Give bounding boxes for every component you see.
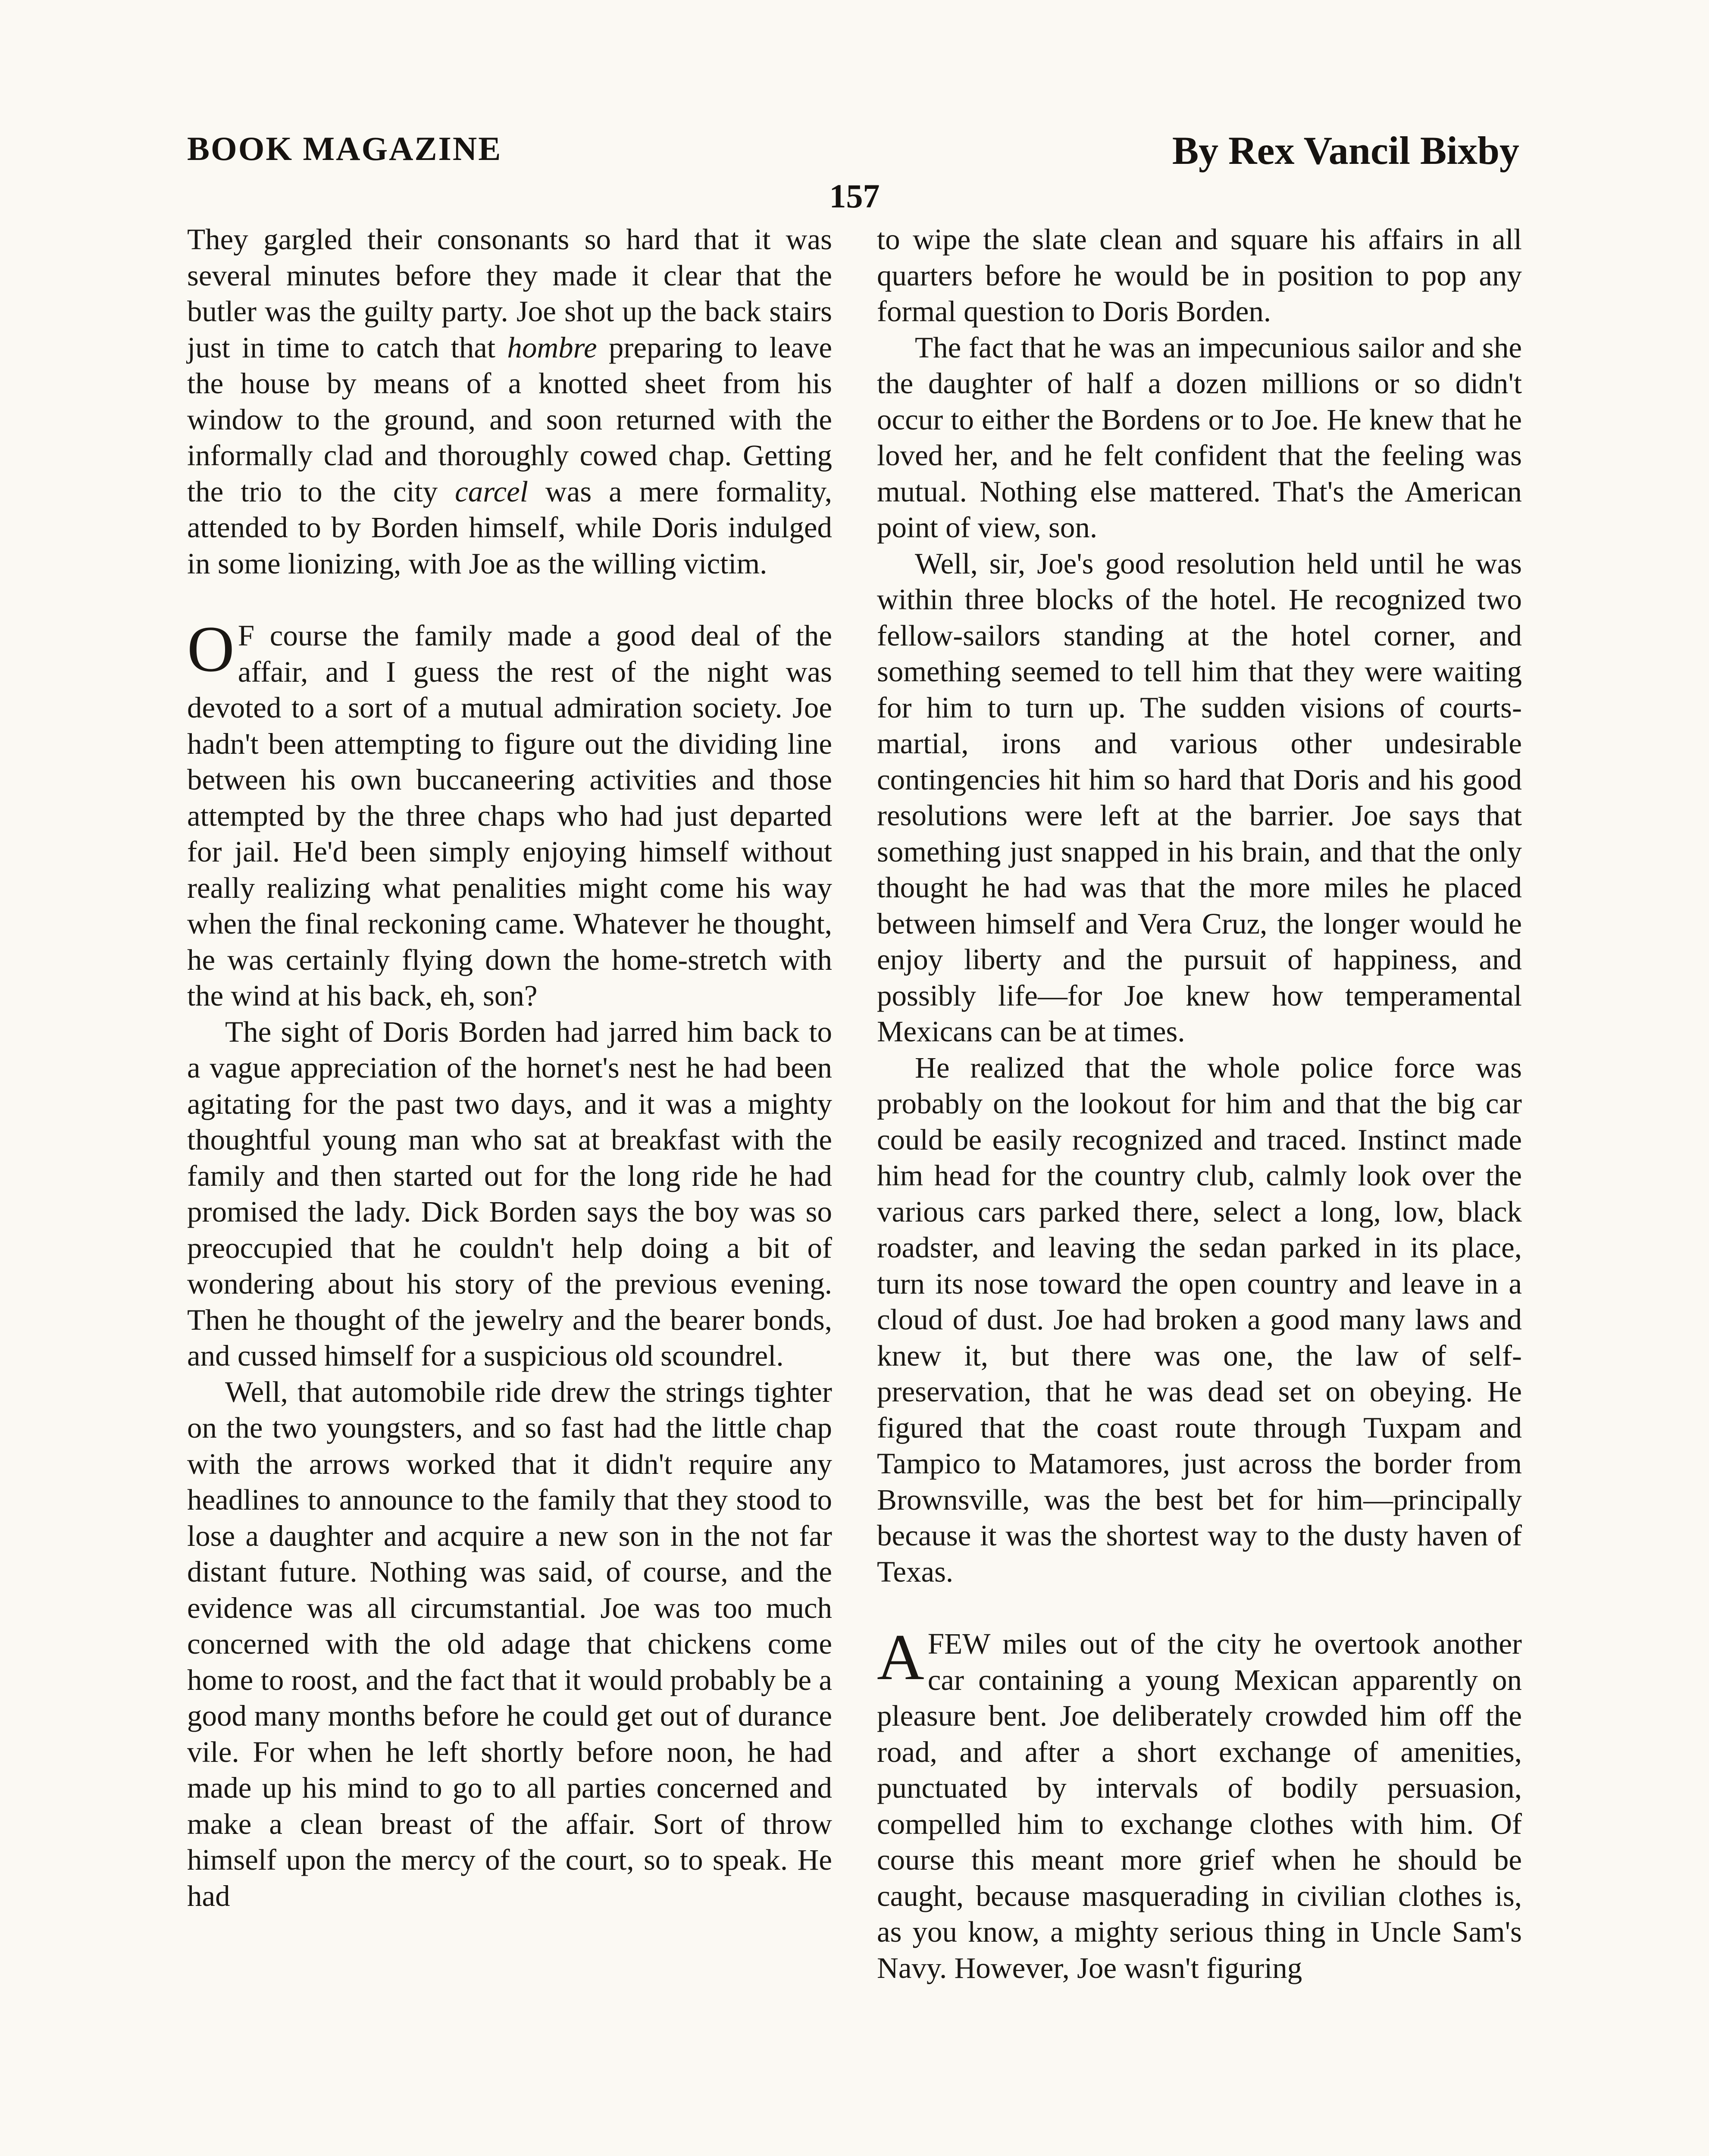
italic-word: hombre	[507, 331, 597, 364]
paragraph: Well, that automobile ride drew the strings tighter on the two youngsters, and so fast had the little chap with the arrows worked that it didn't require any headlines to announce to the family that they stood to lose a daughter and acquire a new son in the not far distant future. Nothing was said, of course, and the evidence was all circumstantial. Joe was too much concerned with the old adage that chickens come home to roost, and the fact that it would probably be a good many months before he could get out of durance vile. For when he left shortly before noon, he had made up his mind to go to all parties concerned and make a clean breast of the affair. Sort of throw himself upon the mercy of the court, so to speak. He had	[187, 1375, 832, 1912]
text-run: F course the family made a good deal of the affair, and I guess the rest of the night was devoted to a sort of a mutual admiration society. Joe hadn't been attempting to figure out the dividing line between his own buccaneering activities and those attempted by the three chaps who had just departed for jail. He'd been simply enjoying himself without really realizing what penalities might come his way when the final reckoning came. Whatever he thought, he was certainly flying down the home-stretch with the wind at his back, eh, son?	[187, 619, 832, 1012]
paragraph: He realized that the whole police force was probably on the lookout for him and that the big car could be easily recognized and traced. Instinct made him head for the country club, calmly look over the various cars parked there, select a long, low, black roadster, and leaving the sedan parked in its place, turn its nose toward the open country and leave in a cloud of dust. Joe had broken a good many laws and knew it, but there was one, the law of self-preservation, that he was dead set on obeying. He figured that the coast route through Tuxpam and Tampico to Matamores, just across the border from Brownsville, was the best bet for him—principally because it was the shortest way to the dusty haven of Texas.	[877, 1051, 1522, 1588]
author-byline: By Rex Vancil Bixby	[1172, 128, 1519, 172]
paragraph: The sight of Doris Borden had jarred him back to a vague appreciation of the hornet's nest he had been agitating for the past two days, and it was a mighty thoughtful young man who sat at breakfast with the family and then started out for the long ride he had promised the lady. Dick Borden says the boy was so preoccupied that he couldn't help doing a bit of wondering about his story of the previous evening. Then he thought of the jewelry and the bearer bonds, and cussed himself for a suspicious old scoundrel.	[187, 1015, 832, 1372]
section-paragraph	[877, 1621, 1522, 1986]
right-column	[877, 222, 1522, 1986]
text-run: preparing to leave the house by means of a knotted sheet from his window to the ground, and soon returned with the informally clad and thoroughly cowed chap. Getting the trio to the city	[187, 331, 833, 508]
drop-cap: O	[187, 613, 235, 685]
page-number: 157	[829, 177, 880, 215]
magazine-title: BOOK MAGAZINE	[187, 130, 502, 167]
italic-word: carcel	[455, 475, 528, 508]
paragraph: The fact that he was an impecunious sailor and she the daughter of half a dozen millions or so didn't occur to either the Bordens or to Joe. He knew that he loved her, and he felt confident that the feeling was mutual. Nothing else mattered. That's the American point of view, son.	[877, 331, 1522, 544]
paragraph: to wipe the slate clean and square his affairs in all quarters before he would be in position to pop any formal question to Doris Borden.	[877, 223, 1522, 328]
text-run: FEW miles out of the city he overtook another car containing a young Mexican apparently on pleasure bent. Joe deliberately crowded him off the road, and after a short exchange of amenities, punctuated by intervals of bodily persuasion, compelled him to exchange clothes with him. Of course this meant more grief when he should be caught, because masquerading in civilian clothes is, as you know, a mighty serious thing in Uncle Sam's Navy. However, Joe wasn't figuring	[877, 1627, 1522, 1984]
left-column	[187, 222, 832, 1914]
section-paragraph	[187, 613, 832, 1014]
text-run: was a mere formality, attended to by Borden himself, while Doris indulged in some lionizing, with Joe as the willing victim.	[187, 475, 832, 580]
paragraph	[187, 222, 832, 582]
paragraph: Well, sir, Joe's good resolution held until he was within three blocks of the hotel. He recognized two fellow-sailors standing at the hotel corner, and something seemed to tell him that they were waiting for him to turn up. The sudden visions of courts-martial, irons and various other undesirable contingencies hit him so hard that Doris and his good resolutions were left at the barrier. Joe says that something just snapped in his brain, and that the only thought he had was that the more miles he placed between himself and Vera Cruz, the longer would he enjoy liberty and the pursuit of happiness, and possibly life—for Joe knew how temperamental Mexicans can be at times.	[877, 547, 1522, 1048]
drop-cap: A	[877, 1621, 924, 1693]
text-run: They gargled their consonants so hard that it was several minutes before they made it clear that the butler was the guilty party. Joe shot up the back stairs just in time to catch that	[187, 223, 832, 364]
